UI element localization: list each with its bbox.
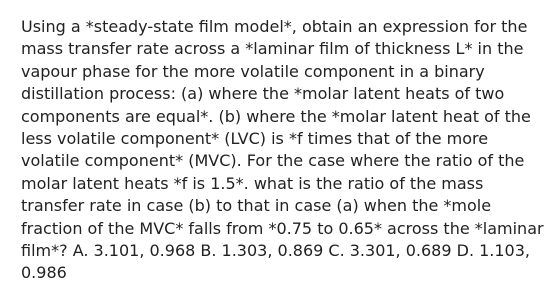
question-text: Using a *steady-state film model*, obtain an expression for the mass transfer rate across a *laminar film of thickness L* in the vapour phase for the more volatile component in a binary distillation process: (a) where the *molar latent heats of two components are equal*. (b) where the *molar latent heat of the less volatile component* (LVC) is *f times that of the more volatile component* (MVC). For the case where the ratio of the molar latent heats *f is 1.5*. what is the ratio of the mass transfer rate in case (b) to that in case (a) when the *mole fraction of the MVC* falls from *0.75 to 0.65* across the *laminar film*? A. 3.101, 0.968 B. 1.303, 0.869 C. 3.301, 0.689 D. 1.103, 0.986 — [21, 17, 544, 283]
